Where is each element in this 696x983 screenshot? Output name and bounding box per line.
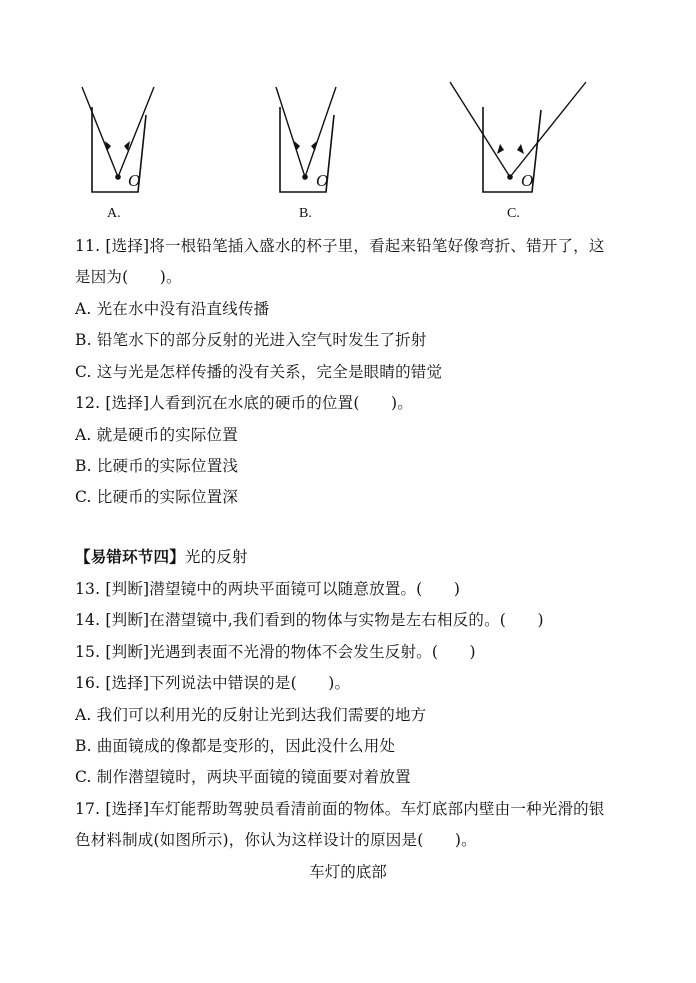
cup-diagram-a (80, 85, 160, 195)
figure-option-c (448, 80, 598, 195)
q15-stem: 15. [判断]光遇到表面不光滑的物体不会发生反射。( ) (75, 643, 476, 661)
point-o-label-b: O (316, 171, 329, 190)
point-o-label-c: O (521, 171, 534, 190)
q16-option-b: B. 曲面镜成的像都是变形的，因此没什么用处 (75, 737, 396, 755)
option-c-label: C. (507, 206, 520, 221)
figure-options-row (0, 0, 696, 230)
q11-option-a: A. 光在水中没有沿直线传播 (75, 300, 270, 318)
q12-stem: 12. [选择]人看到沉在水底的硬币的位置( )。 (75, 394, 413, 412)
q12-option-a: A. 就是硬币的实际位置 (75, 426, 238, 444)
q11-stem-line2: 是因为( )。 (75, 268, 182, 286)
section-heading (75, 547, 248, 567)
q17-stem-line2: 色材料制成(如图所示)，你认为这样设计的原因是( )。 (75, 831, 477, 849)
section-title: 光的反射 (184, 548, 248, 566)
option-b-label: B. (299, 206, 312, 221)
q12-option-b: B. 比硬币的实际位置浅 (75, 457, 239, 475)
section-bracket: 【易错环节四】 (75, 547, 185, 566)
q12-option-c: C. 比硬币的实际位置深 (75, 488, 239, 506)
q17-figure-caption: 车灯的底部 (309, 863, 387, 881)
option-a-label: A. (107, 206, 121, 221)
q14-stem: 14. [判断]在潜望镜中,我们看到的物体与实物是左右相反的。( ) (75, 611, 544, 629)
q17-stem-line1: 17. [选择]车灯能帮助驾驶员看清前面的物体。车灯底部内壁由一种光滑的银 (75, 800, 605, 818)
q11-option-c: C. 这与光是怎样传播的没有关系，完全是眼睛的错觉 (75, 363, 443, 381)
point-o-label-a: O (128, 171, 141, 190)
cup-diagram-b (270, 85, 350, 195)
q11-option-b: B. 铅笔水下的部分反射的光进入空气时发生了折射 (75, 331, 427, 349)
figure-option-b (270, 85, 350, 195)
q13-stem: 13. [判断]潜望镜中的两块平面镜可以随意放置。( ) (75, 580, 461, 598)
q16-stem: 16. [选择]下列说法中错误的是( )。 (75, 674, 351, 692)
q16-option-c: C. 制作潜望镜时，两块平面镜的镜面要对着放置 (75, 768, 411, 786)
figure-option-a (80, 85, 160, 195)
q11-stem-line1: 11. [选择]将一根铅笔插入盛水的杯子里，看起来铅笔好像弯折、错开了，这 (75, 237, 605, 255)
q16-option-a: A. 我们可以利用光的反射让光到达我们需要的地方 (75, 706, 427, 724)
